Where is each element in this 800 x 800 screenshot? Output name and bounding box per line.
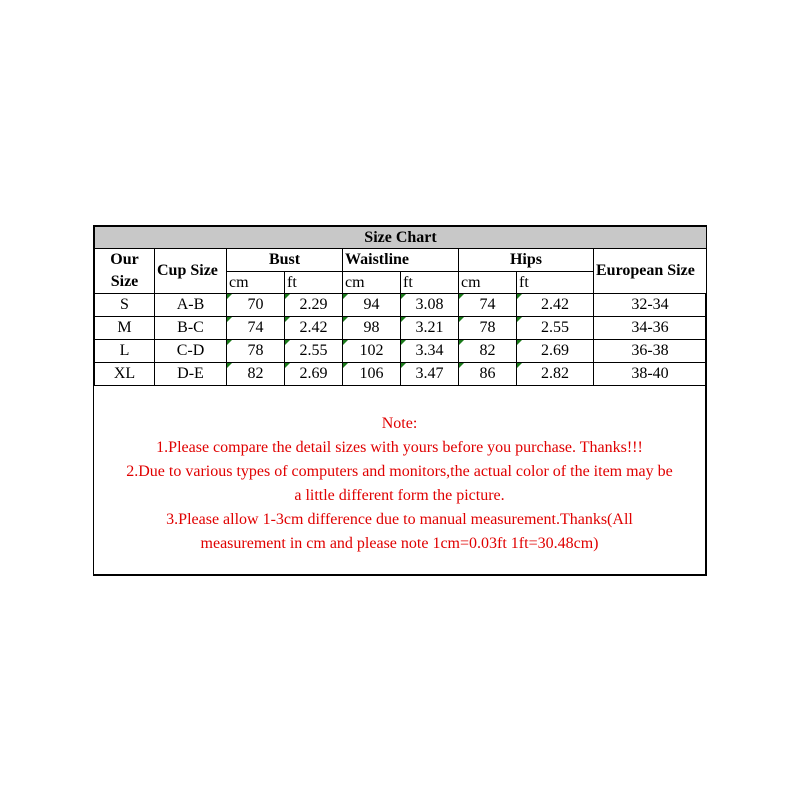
cell-size: L	[95, 340, 155, 363]
cell-bust-ft: 2.42	[285, 317, 343, 340]
note-line-2a: 2.Due to various types of computers and monitors,the actual color of the item may be	[126, 463, 673, 480]
cell-waist-cm: 102	[343, 340, 401, 363]
cell-waist-cm: 94	[343, 294, 401, 317]
header-our-size-line1: Our	[110, 251, 139, 268]
cell-eu: 38-40	[594, 363, 707, 386]
unit-bust-ft: ft	[285, 272, 343, 294]
note-line-1: 1.Please compare the detail sizes with yours before you purchase. Thanks!!!	[156, 439, 643, 456]
unit-waist-cm: cm	[343, 272, 401, 294]
cell-hips-cm: 78	[459, 317, 517, 340]
title-row	[95, 227, 707, 249]
cell-bust-ft: 2.69	[285, 363, 343, 386]
cell-bust-cm: 70	[227, 294, 285, 317]
cell-bust-cm: 82	[227, 363, 285, 386]
cell-cup: B-C	[155, 317, 227, 340]
cell-cup: C-D	[155, 340, 227, 363]
table-title: Size Chart	[95, 227, 707, 249]
cell-hips-cm: 74	[459, 294, 517, 317]
cell-waist-ft: 3.47	[401, 363, 459, 386]
cell-waist-ft: 3.21	[401, 317, 459, 340]
note-line-2b: a little different form the picture.	[294, 487, 505, 504]
cell-bust-cm: 74	[227, 317, 285, 340]
note-heading: Note:	[381, 415, 418, 432]
cell-hips-ft: 2.55	[517, 317, 594, 340]
cell-waist-cm: 106	[343, 363, 401, 386]
table-row	[95, 294, 707, 317]
cell-waist-ft: 3.08	[401, 294, 459, 317]
unit-hips-ft: ft	[517, 272, 594, 294]
header-european-size: European Size	[594, 249, 707, 294]
cell-size: M	[95, 317, 155, 340]
cell-hips-ft: 2.42	[517, 294, 594, 317]
cell-eu: 34-36	[594, 317, 707, 340]
cell-bust-cm: 78	[227, 340, 285, 363]
unit-hips-cm: cm	[459, 272, 517, 294]
header-cup-size: Cup Size	[155, 249, 227, 294]
size-table	[94, 226, 707, 386]
cell-waist-ft: 3.34	[401, 340, 459, 363]
cell-hips-cm: 86	[459, 363, 517, 386]
table-row	[95, 317, 707, 340]
header-our-size	[95, 249, 155, 294]
note-line-3a: 3.Please allow 1-3cm difference due to manual measurement.Thanks(All	[166, 511, 633, 528]
cell-hips-cm: 82	[459, 340, 517, 363]
unit-bust-cm: cm	[227, 272, 285, 294]
cell-bust-ft: 2.29	[285, 294, 343, 317]
cell-bust-ft: 2.55	[285, 340, 343, 363]
cell-cup: D-E	[155, 363, 227, 386]
cell-size: XL	[95, 363, 155, 386]
notes-block	[94, 386, 705, 556]
header-row	[95, 249, 707, 272]
header-hips: Hips	[459, 249, 594, 272]
unit-waist-ft: ft	[401, 272, 459, 294]
cell-eu: 36-38	[594, 340, 707, 363]
header-our-size-line2: Size	[110, 273, 139, 290]
header-bust: Bust	[227, 249, 343, 272]
table-row	[95, 340, 707, 363]
size-chart	[93, 225, 707, 576]
cell-eu: 32-34	[594, 294, 707, 317]
cell-hips-ft: 2.69	[517, 340, 594, 363]
cell-hips-ft: 2.82	[517, 363, 594, 386]
cell-cup: A-B	[155, 294, 227, 317]
cell-waist-cm: 98	[343, 317, 401, 340]
note-line-3b: measurement in cm and please note 1cm=0.03ft 1ft=30.48cm)	[200, 535, 599, 552]
header-waistline: Waistline	[343, 249, 459, 272]
cell-size: S	[95, 294, 155, 317]
table-row	[95, 363, 707, 386]
